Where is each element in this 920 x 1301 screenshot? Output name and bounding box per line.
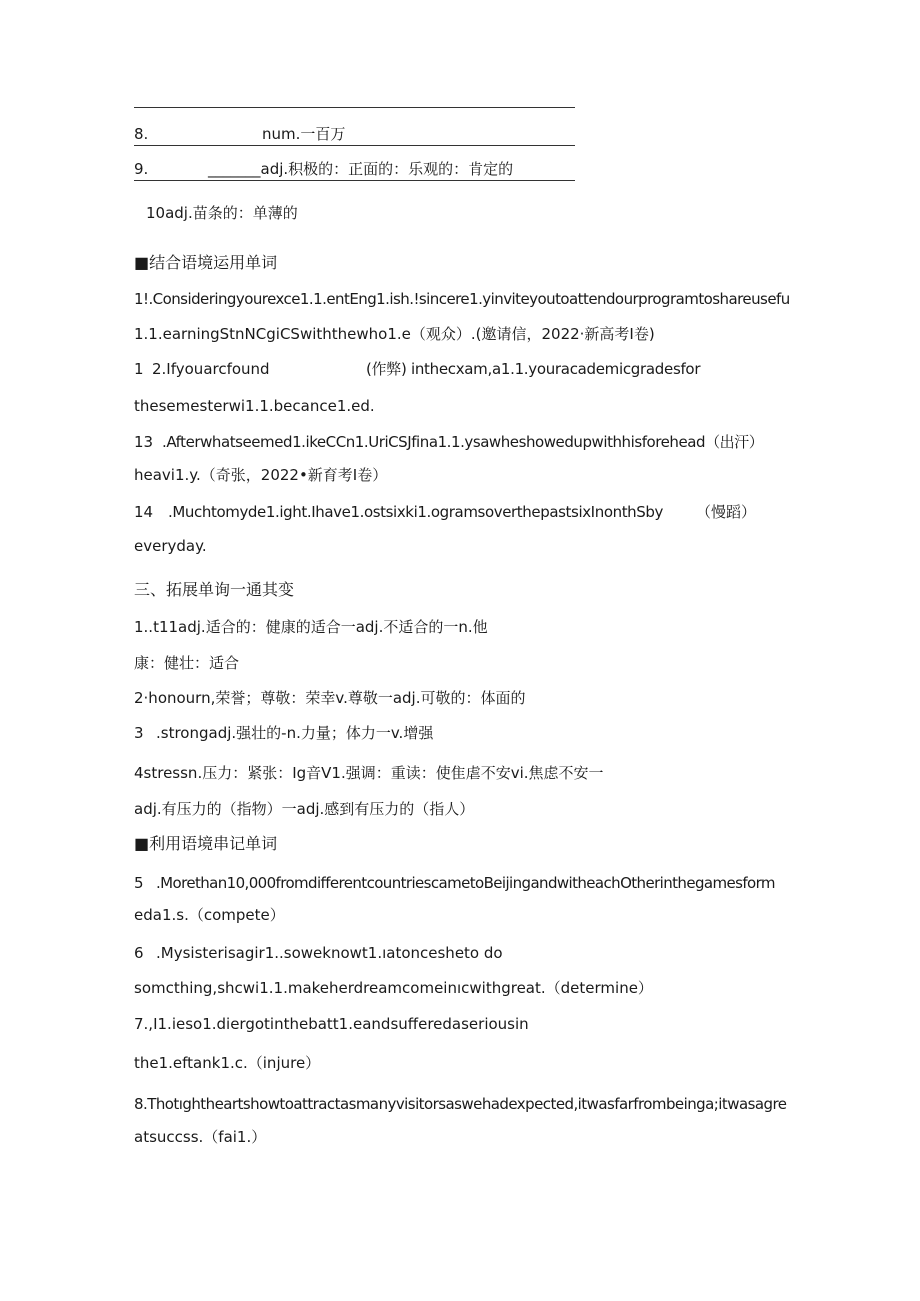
exercise-11-line-2: 1.1.earningStnNCgiCSwiththewho1.e（观众）.(邀请信，2022·新高考I卷) bbox=[134, 325, 655, 343]
sentence-5-line-2: eda1.s.（compete） bbox=[134, 906, 285, 924]
exercise-14-line-2: everyday. bbox=[134, 537, 207, 555]
sentence-6-line-1: .Mysisterisagir1..soweknowt1.ıatoncesheto do bbox=[156, 944, 503, 962]
sentence-7-line-1: 7.,I1.ieso1.diergotinthebatt1.eandsufferedaseriousin bbox=[134, 1015, 529, 1033]
exercise-14-line-1: .Muchtomyde1.ight.Ihave1.ostsixki1.ogramsoverthepastsixInonthSby bbox=[168, 503, 664, 521]
vocab-item-9-definition bbox=[208, 159, 513, 179]
exercise-12-hint: (作弊) inthecxam,a1.1.youracademicgradesfor bbox=[366, 360, 701, 378]
expansion-1-line-2: 康：健壮：适合 bbox=[134, 654, 240, 672]
expansion-2: 2·honourn,荣誉；尊敬：荣幸v.尊敬一adj.可敬的：体面的 bbox=[134, 689, 526, 707]
exercise-11-line-1: 1!.Consideringyourexce1.1.entEng1.ish.!sincere1.yinviteyoutoattendourprogramtoshareusefu bbox=[134, 290, 790, 308]
sentence-8-line-1: 8.Thotıghtheartshowtoattractasmanyvisitorsaswehadexpected,itwasfarfrombeinga;itwasagre bbox=[134, 1095, 787, 1113]
sentence-5-line-1: .Morethan10,000fromdifferentcountriescametoBeijingandwitheachOtherinthegamesform bbox=[156, 874, 775, 892]
exercise-12-number: 1 bbox=[134, 360, 144, 378]
sentence-6-number: 6 bbox=[134, 944, 144, 962]
sentence-6-line-2: somcthing,shcwi1.1.makeherdreamcomeinıcwithgreat.（determine） bbox=[134, 979, 653, 997]
sentence-7-line-2: the1.eftank1.c.（injure） bbox=[134, 1054, 321, 1072]
expansion-1-line-1: 1..t11adj.适合的：健康的适合一adj.不适合的一n.他 bbox=[134, 618, 488, 636]
section-heading-context-usage: ■结合语境运用单词 bbox=[134, 253, 278, 272]
vocab-item-9 bbox=[134, 159, 148, 179]
underline-rule bbox=[134, 180, 575, 181]
underline-rule bbox=[134, 107, 575, 108]
expansion-4-line-2: adj.有压力的（指物）一adj.感到有压力的（指人） bbox=[134, 800, 475, 818]
exercise-12-line-2: thesemesterwi1.1.becance1.ed. bbox=[134, 397, 375, 415]
answer-blank: _______ bbox=[208, 160, 261, 178]
vocab-item-8-definition: num.一百万 bbox=[262, 125, 346, 143]
sentence-5-number: 5 bbox=[134, 874, 144, 892]
item-number: 8. bbox=[134, 125, 149, 143]
exercise-13-line-2: heavi1.y.（奇张，2022•新育考I卷） bbox=[134, 466, 388, 484]
expansion-4-line-1: 4stressn.压力：紧张：Ig音V1.强调：重读：使隹虐不安vi.焦虑不安一 bbox=[134, 764, 604, 782]
vocab-item-8 bbox=[134, 124, 148, 144]
exercise-14-hint: （慢蹈） bbox=[696, 503, 757, 521]
exercise-13-line-1: .Afterwhatseemed1.ikeCCn1.UriCSJfina1.1.ysawheshowedupwithhisforehead（出汗） bbox=[162, 433, 764, 451]
section-heading-context-memory: ■利用语境串记单词 bbox=[134, 834, 278, 853]
exercise-12-line-1: 2.Ifyouarcfound bbox=[152, 360, 270, 378]
expansion-3-number: 3 bbox=[134, 724, 144, 742]
exercise-14-number: 14 bbox=[134, 503, 154, 521]
sentence-8-line-2: atsuccss.（fai1.） bbox=[134, 1128, 267, 1146]
section-heading-word-expansion: 三、拓展单询一通其变 bbox=[134, 580, 295, 599]
exercise-13-number: 13 bbox=[134, 433, 154, 451]
vocab-item-10: 10adj.苗条的：单薄的 bbox=[146, 204, 298, 222]
expansion-3: .strongadj.强壮的-n.力量；体力一v.增强 bbox=[156, 724, 434, 742]
item-number: 9. bbox=[134, 160, 149, 178]
definition-text: adj.积极的：正面的：乐观的：肯定的 bbox=[260, 160, 514, 178]
underline-rule bbox=[134, 145, 575, 146]
